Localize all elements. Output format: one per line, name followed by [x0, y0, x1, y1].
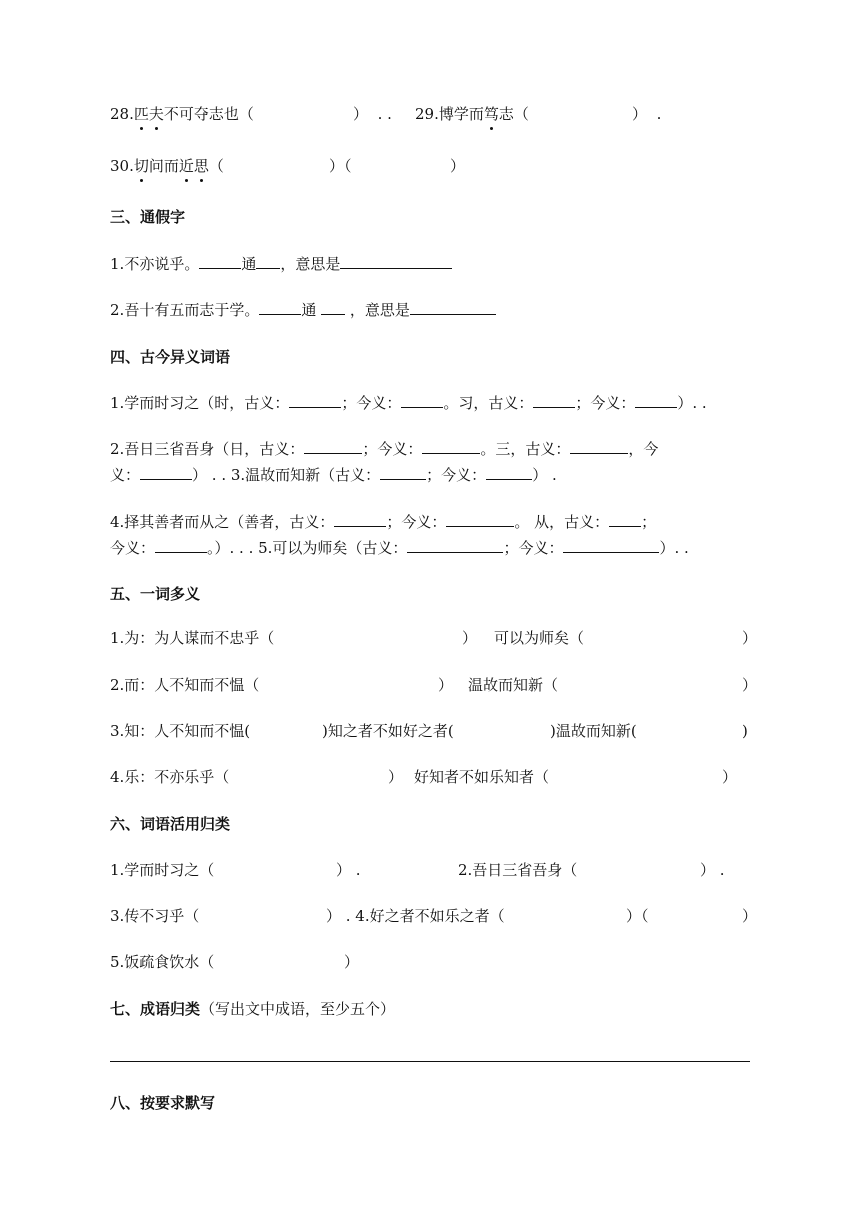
paren-close: ) [742, 722, 748, 740]
label: 义： [110, 466, 141, 484]
answer-blank[interactable] [321, 299, 345, 315]
label: 今义： [110, 539, 156, 557]
dots: . . [377, 105, 392, 123]
question-text: 4.择其善者而从之（善者，古义： [110, 513, 335, 531]
paren-close: ） [742, 676, 758, 694]
dotted-char: 近 [178, 157, 194, 175]
section-4-title: 四、古今异义词语 [110, 348, 231, 366]
dots: . [656, 105, 662, 123]
label: 。 从，古义： [514, 513, 610, 531]
answer-blank[interactable] [486, 464, 532, 480]
answer-blank[interactable] [407, 537, 503, 553]
question-text: ） . 4.好之者不如乐之者（ [326, 907, 505, 925]
question-30 [110, 155, 224, 177]
question-29 [415, 103, 529, 125]
question-text: 1.学而时习之（时，古义： [110, 394, 290, 412]
label: 通 [241, 255, 257, 273]
answer-blank[interactable] [380, 464, 426, 480]
section-4-line-2 [110, 438, 658, 460]
answer-blank[interactable] [609, 511, 641, 527]
section-5-line-1: 1.为：为人谋而不忠乎（ [110, 629, 275, 647]
paren-close: ） [462, 629, 478, 647]
question-number: 28. [110, 105, 134, 123]
question-number: 1. [110, 255, 125, 273]
answer-blank[interactable] [289, 392, 341, 408]
label: ，今 [628, 440, 659, 458]
section-7-title: 七、成语归类 [110, 1000, 201, 1018]
paren-close: ） [632, 105, 648, 123]
question-text: 。）. . . 5.可以为师矣（古义： [207, 539, 408, 557]
section-3-line-1 [110, 253, 452, 275]
paren-close: ） [344, 953, 360, 971]
question-text: 2.吾日三省吾身（ [458, 861, 578, 879]
question-text: 可以为师矣（ [494, 629, 585, 647]
question-text: 志（ [498, 105, 529, 123]
label: ；今义： [503, 539, 564, 557]
section-6-line-1: 1.学而时习之（ [110, 861, 215, 879]
question-29-close [632, 103, 661, 125]
paren-close: ） [742, 629, 758, 647]
question-text: 问而 [148, 157, 179, 175]
section-8-title: 八、按要求默写 [110, 1094, 216, 1112]
paren-close: ） [742, 907, 758, 925]
paren-open: （ [208, 157, 224, 175]
section-6-line-3: 5.饭疏食饮水（ [110, 953, 215, 971]
section-3-title: 三、通假字 [110, 208, 186, 226]
label: ；今义： [426, 466, 487, 484]
answer-blank[interactable] [259, 299, 301, 315]
answer-blank[interactable] [199, 253, 241, 269]
paren-pair: ）（ [329, 157, 352, 175]
question-28 [110, 103, 254, 125]
answer-blank[interactable] [140, 464, 192, 480]
answer-blank[interactable] [304, 438, 362, 454]
section-7-note: （写出文中成语，至少五个） [200, 1000, 396, 1018]
dotted-char: 思 [193, 157, 209, 175]
label: ）. . [677, 394, 707, 412]
section-6-line-2: 3.传不习乎（ [110, 907, 200, 925]
paren-close: ） . [700, 861, 725, 879]
question-28-close [353, 103, 392, 125]
question-text: 好知者不如乐知者（ [414, 768, 550, 786]
section-4-line-3 [110, 464, 557, 486]
dotted-char: 夫 [148, 105, 164, 123]
label: 通 [301, 301, 317, 319]
paren-close: ） [438, 676, 454, 694]
label: ；今义： [386, 513, 447, 531]
section-5-line-2: 2.而：人不知而不愠（ [110, 676, 260, 694]
question-text: )知之者不如好之者( [322, 722, 454, 740]
paren-close: ） [353, 105, 369, 123]
question-text: 吾十有五而志于学。 [124, 301, 260, 319]
question-text: 不可夺志也（ [163, 105, 254, 123]
question-number: 2. [110, 301, 125, 319]
dotted-char: 切 [133, 157, 149, 175]
paren-close: ） [722, 768, 738, 786]
question-text: 不亦说乎。 [124, 255, 200, 273]
question-number: 30. [110, 157, 134, 175]
label: ；今义： [362, 440, 423, 458]
section-4-line-5 [110, 537, 689, 559]
label: ，意思是 [349, 301, 410, 319]
label: ；今义： [575, 394, 636, 412]
answer-blank[interactable] [155, 537, 207, 553]
label: ；今义： [341, 394, 402, 412]
paren-pair: ）（ [626, 907, 649, 925]
section-7-title-row [110, 998, 395, 1020]
question-text: )温故而知新( [550, 722, 637, 740]
paren-close: ） . [336, 861, 361, 879]
question-text: 博学而 [438, 105, 484, 123]
section-6-title: 六、词语活用归类 [110, 815, 231, 833]
dotted-char: 笃 [483, 105, 499, 123]
label: 。习，古义： [443, 394, 534, 412]
answer-blank[interactable] [340, 253, 452, 269]
answer-blank[interactable] [635, 392, 677, 408]
label: ； [641, 513, 657, 531]
answer-blank[interactable] [563, 537, 659, 553]
answer-line[interactable] [110, 1061, 750, 1062]
question-text: 温故而知新（ [468, 676, 559, 694]
answer-blank[interactable] [570, 438, 628, 454]
dotted-char: 匹 [133, 105, 149, 123]
answer-blank[interactable] [334, 511, 386, 527]
answer-blank[interactable] [533, 392, 575, 408]
answer-blank[interactable] [256, 253, 280, 269]
answer-blank[interactable] [401, 392, 443, 408]
label: ）. . [659, 539, 689, 557]
question-text: 2.吾日三省吾身（日，古义： [110, 440, 305, 458]
section-4-line-4 [110, 511, 656, 533]
section-4-line-1 [110, 392, 707, 414]
label: ） . [532, 466, 557, 484]
answer-blank[interactable] [410, 299, 496, 315]
answer-blank[interactable] [422, 438, 480, 454]
label: 。三，古义： [480, 440, 571, 458]
paren-close: ） [450, 157, 466, 175]
answer-blank[interactable] [446, 511, 514, 527]
label: ，意思是 [280, 255, 341, 273]
section-5-line-3: 3.知：人不知而不愠( [110, 722, 251, 740]
question-number: 29. [415, 105, 439, 123]
section-3-line-2 [110, 299, 496, 321]
section-5-title: 五、一词多义 [110, 585, 201, 603]
section-5-line-4: 4.乐：不亦乐乎（ [110, 768, 230, 786]
question-text: ） . . 3.温故而知新（古义： [192, 466, 381, 484]
paren-close: ） [388, 768, 404, 786]
